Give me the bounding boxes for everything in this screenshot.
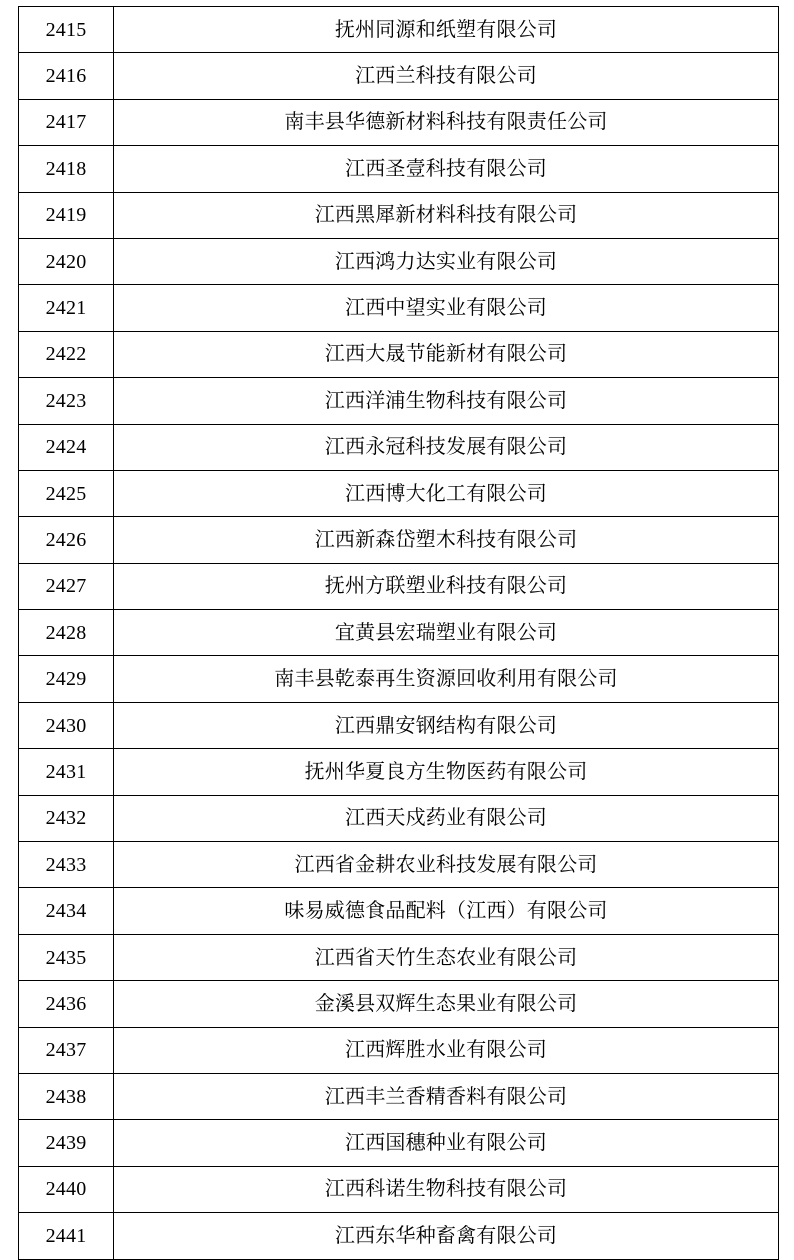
- row-index-text: 2430: [45, 714, 87, 737]
- row-index-text: 2428: [45, 621, 87, 644]
- row-index-cell: [19, 1213, 114, 1259]
- company-name-text: 味易威德食品配料（江西）有限公司: [284, 900, 608, 923]
- company-name-text: 宜黄县宏瑞塑业有限公司: [334, 621, 558, 644]
- company-name-cell: [114, 702, 779, 748]
- company-name-cell: [114, 610, 779, 656]
- company-name-text: 江西永冠科技发展有限公司: [324, 436, 568, 459]
- table-row: [19, 842, 779, 888]
- company-name-cell: [114, 146, 779, 192]
- company-name-cell: [114, 934, 779, 980]
- table-body: [19, 7, 779, 1260]
- row-index-text: 2425: [45, 482, 87, 505]
- company-name-cell: [114, 888, 779, 934]
- company-name-cell: [114, 1166, 779, 1212]
- row-index-cell: [19, 470, 114, 516]
- company-name-text: 江西洋浦生物科技有限公司: [324, 389, 568, 412]
- company-name-cell: [114, 238, 779, 284]
- company-name-cell: [114, 563, 779, 609]
- company-name-text: 江西黑犀新材料科技有限公司: [314, 204, 578, 227]
- company-name-text: 金溪县双辉生态果业有限公司: [314, 992, 578, 1015]
- row-index-cell: [19, 238, 114, 284]
- table-row: [19, 99, 779, 145]
- company-name-cell: [114, 53, 779, 99]
- row-index-cell: [19, 7, 114, 53]
- table-row: [19, 656, 779, 702]
- row-index-text: 2427: [45, 575, 87, 598]
- company-name-cell: [114, 656, 779, 702]
- company-name-cell: [114, 981, 779, 1027]
- row-index-text: 2439: [45, 1132, 87, 1155]
- table-row: [19, 1213, 779, 1259]
- company-name-cell: [114, 1027, 779, 1073]
- company-name-cell: [114, 842, 779, 888]
- table-row: [19, 470, 779, 516]
- row-index-cell: [19, 656, 114, 702]
- row-index-cell: [19, 795, 114, 841]
- row-index-text: 2423: [45, 389, 87, 412]
- table-row: [19, 1073, 779, 1119]
- row-index-cell: [19, 981, 114, 1027]
- company-name-cell: [114, 470, 779, 516]
- row-index-text: 2416: [45, 65, 87, 88]
- company-name-cell: [114, 795, 779, 841]
- company-name-text: 江西大晟节能新材有限公司: [324, 343, 568, 366]
- row-index-cell: [19, 285, 114, 331]
- row-index-cell: [19, 99, 114, 145]
- company-name-text: 江西天戍药业有限公司: [345, 807, 547, 830]
- row-index-text: 2440: [45, 1178, 87, 1201]
- row-index-text: 2435: [45, 946, 87, 969]
- company-name-text: 江西国穗种业有限公司: [345, 1132, 547, 1155]
- row-index-text: 2434: [45, 900, 87, 923]
- company-name-text: 江西省天竹生态农业有限公司: [314, 946, 578, 969]
- row-index-text: 2418: [45, 157, 87, 180]
- table-row: [19, 981, 779, 1027]
- row-index-cell: [19, 1073, 114, 1119]
- company-name-text: 南丰县华德新材料科技有限责任公司: [284, 111, 608, 134]
- company-name-text: 江西省金耕农业科技发展有限公司: [294, 853, 598, 876]
- company-name-text: 江西科诺生物科技有限公司: [324, 1178, 568, 1201]
- row-index-text: 2441: [45, 1224, 87, 1247]
- row-index-cell: [19, 424, 114, 470]
- row-index-text: 2419: [45, 204, 87, 227]
- company-name-cell: [114, 1213, 779, 1259]
- row-index-text: 2429: [45, 668, 87, 691]
- table-row: [19, 192, 779, 238]
- row-index-cell: [19, 1166, 114, 1212]
- company-name-text: 抚州方联塑业科技有限公司: [324, 575, 568, 598]
- company-name-text: 南丰县乾泰再生资源回收利用有限公司: [274, 668, 618, 691]
- company-name-text: 江西东华种畜禽有限公司: [334, 1224, 558, 1247]
- table-row: [19, 610, 779, 656]
- company-name-cell: [114, 1073, 779, 1119]
- table-row: [19, 888, 779, 934]
- company-name-text: 江西兰科技有限公司: [355, 65, 537, 88]
- company-name-text: 江西辉胜水业有限公司: [345, 1039, 547, 1062]
- company-name-text: 江西新森岱塑木科技有限公司: [314, 528, 578, 551]
- company-name-cell: [114, 99, 779, 145]
- table-row: [19, 285, 779, 331]
- table-row: [19, 424, 779, 470]
- row-index-cell: [19, 517, 114, 563]
- company-name-cell: [114, 1120, 779, 1166]
- row-index-cell: [19, 888, 114, 934]
- row-index-text: 2422: [45, 343, 87, 366]
- company-name-text: 江西鸿力达实业有限公司: [334, 250, 558, 273]
- row-index-text: 2432: [45, 807, 87, 830]
- row-index-cell: [19, 563, 114, 609]
- company-name-cell: [114, 424, 779, 470]
- row-index-text: 2433: [45, 853, 87, 876]
- table-row: [19, 563, 779, 609]
- row-index-text: 2415: [45, 18, 87, 41]
- company-name-cell: [114, 285, 779, 331]
- company-name-text: 江西博大化工有限公司: [345, 482, 547, 505]
- row-index-cell: [19, 610, 114, 656]
- table-row: [19, 53, 779, 99]
- company-name-cell: [114, 378, 779, 424]
- row-index-text: 2436: [45, 992, 87, 1015]
- row-index-text: 2438: [45, 1085, 87, 1108]
- table-row: [19, 1120, 779, 1166]
- table-row: [19, 7, 779, 53]
- company-name-text: 江西中望实业有限公司: [345, 297, 547, 320]
- company-list-table: [18, 6, 779, 1260]
- company-name-cell: [114, 7, 779, 53]
- row-index-cell: [19, 842, 114, 888]
- table-row: [19, 702, 779, 748]
- company-name-text: 江西圣壹科技有限公司: [345, 157, 547, 180]
- row-index-cell: [19, 378, 114, 424]
- row-index-text: 2417: [45, 111, 87, 134]
- table-row: [19, 934, 779, 980]
- row-index-text: 2431: [45, 760, 87, 783]
- table-row: [19, 238, 779, 284]
- row-index-text: 2426: [45, 528, 87, 551]
- row-index-cell: [19, 331, 114, 377]
- company-name-text: 抚州华夏良方生物医药有限公司: [304, 760, 588, 783]
- row-index-cell: [19, 53, 114, 99]
- row-index-cell: [19, 1120, 114, 1166]
- company-name-cell: [114, 192, 779, 238]
- company-name-text: 江西丰兰香精香料有限公司: [324, 1085, 568, 1108]
- company-name-cell: [114, 331, 779, 377]
- table-row: [19, 331, 779, 377]
- company-name-text: 抚州同源和纸塑有限公司: [334, 18, 558, 41]
- table-row: [19, 146, 779, 192]
- company-name-cell: [114, 749, 779, 795]
- row-index-cell: [19, 1027, 114, 1073]
- row-index-text: 2421: [45, 297, 87, 320]
- table-row: [19, 378, 779, 424]
- table-row: [19, 795, 779, 841]
- row-index-text: 2437: [45, 1039, 87, 1062]
- row-index-cell: [19, 934, 114, 980]
- row-index-text: 2420: [45, 250, 87, 273]
- row-index-text: 2424: [45, 436, 87, 459]
- row-index-cell: [19, 146, 114, 192]
- company-name-cell: [114, 517, 779, 563]
- table-row: [19, 749, 779, 795]
- company-name-text: 江西鼎安钢结构有限公司: [334, 714, 558, 737]
- table-row: [19, 1027, 779, 1073]
- table-row: [19, 517, 779, 563]
- row-index-cell: [19, 702, 114, 748]
- row-index-cell: [19, 749, 114, 795]
- table-row: [19, 1166, 779, 1212]
- row-index-cell: [19, 192, 114, 238]
